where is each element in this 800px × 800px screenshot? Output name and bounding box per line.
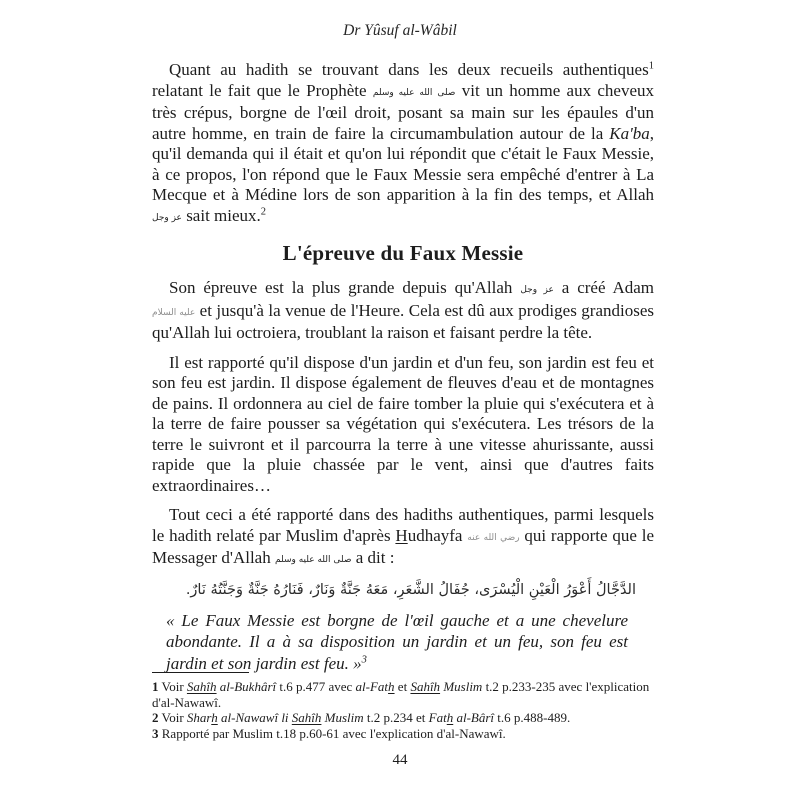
text-segment: H [395, 525, 408, 545]
hadith-arabic [152, 580, 636, 601]
text-segment: 3 [361, 653, 367, 665]
paragraph-jardin-feu [152, 353, 654, 497]
text-segment: Quant au hadith se trouvant dans les deux recueils authentiques [169, 60, 649, 79]
text-segment: t.6 p.477 avec [276, 679, 356, 694]
text-segment: Tout ceci a été rapporté dans des hadiths authentiques, parmi lesquels le hadith relaté par Muslim d'après [152, 505, 654, 545]
text-segment: 3 [152, 725, 159, 741]
text-segment: Sahîh [291, 710, 322, 725]
text-segment: udhayfa [407, 525, 468, 545]
text-segment: t.2 p.234 et [363, 710, 429, 725]
honorific-alayhi-salam-icon: عليه السلام [152, 307, 196, 318]
page-content [152, 60, 654, 674]
hadith-arabic-text: الدَّجَّالُ أَعْوَرُ الْعَيْنِ الْيُسْرَى، جُفَالُ الشَّعَرِ، مَعَهُ جَنَّةٌ وَنَارٌ، فَنَارُهُ جَنَّةٌ وَجَنَّتُهُ نَارٌ. [185, 581, 636, 598]
paragraph-epreuve-grande [152, 278, 654, 344]
section-heading: L'épreuve du Faux Messie [282, 241, 524, 265]
text-segment: a créé Adam [553, 278, 654, 297]
text-segment: 1 [648, 60, 654, 72]
text-segment: Shar [186, 710, 212, 725]
text-segment: a dit : [351, 548, 395, 567]
text-segment: sait mieux. [181, 205, 261, 225]
text-segment: qui rapporte que le Messager d'Allah [152, 525, 654, 567]
footnote-3 [152, 726, 654, 742]
text-segment: Sahîh [186, 679, 217, 694]
page-number: 44 [392, 752, 408, 768]
honorific-azza-wa-jall-icon: عز وجل [152, 212, 182, 223]
text-segment: t.2 p.233-235 avec l'explication d'al-Nawawî. [152, 679, 650, 710]
text-segment: al-Bukhârî [216, 679, 277, 694]
footnote-1 [152, 679, 654, 710]
honorific-saw-icon: صلى الله عليه وسلم [372, 87, 456, 98]
text-segment: Il est rapporté qu'il dispose d'un jardin et d'un feu, son jardin est feu et son feu est jardin. Il dispose également de fleuves d'eau et de montagnes de pains. Il ordonnera au ciel de faire tomber la pluie qui s'exécutera et à la terre de faire pousser sa végétation qui s'exécutera. Les trésors de la terre le suivront et il parcourra la terre à une vitesse ahurissante, aussi rapide que la pluie chassée par le vent, ainsi que d'autres faits extraordinaires… [152, 352, 654, 495]
text-segment: et jusqu'à la venue de l'Heure. Cela est dû aux prodiges grandioses qu'Allah lui octroiera, troublant la raison et faisant perdre la tête. [152, 300, 654, 342]
text-segment: Son épreuve est la plus grande depuis qu'Allah [169, 278, 521, 297]
text-segment: 2 [260, 205, 267, 217]
text-segment: al-Nawawî li [217, 710, 292, 725]
text-segment: 2 [152, 710, 159, 725]
footnotes [152, 672, 654, 741]
footnote-separator [152, 672, 249, 673]
text-segment: h [446, 710, 454, 725]
text-segment: vit un homme aux cheveux très crépus, borgne de l'œil droit, posant sa main sur les épaules d'un autre homme, en train de faire la circumambulation autour de la [152, 80, 654, 143]
text-segment: al-Bârî [453, 710, 495, 725]
paragraph-hadiths-authentiques [152, 505, 654, 571]
text-segment: t.6 p.488-489. [494, 710, 571, 725]
text-segment: Voir [158, 710, 187, 725]
text-segment: , qu'il demanda qui il était et qu'on lui répondit que c'était le Faux Messie, à ce propos, l'on répond que le Faux Messie sera empêché d'entrer à La Mecque et à Médine lors de son apparition à la fin des temps, et Allah [152, 123, 654, 204]
text-segment: « Le Faux Messie est borgne de l'œil gauche et a une chevelure abondante. Il a à sa disposition un jardin et un feu, son feu est jardin et son jardin est feu. » [166, 610, 628, 673]
text-segment: Muslim [440, 679, 483, 694]
text-segment: Muslim [321, 710, 364, 725]
running-header: Dr Yûsuf al-Wâbil [343, 22, 457, 39]
text-segment: relatant le fait que le Prophète [152, 80, 373, 100]
paragraph-intro-hadith [152, 60, 654, 228]
text-segment: al-Fat [355, 679, 389, 694]
text-segment: et [394, 679, 411, 694]
text-segment: Voir [158, 679, 187, 694]
text-segment: Ka'ba [609, 123, 650, 143]
text-segment: h [388, 679, 395, 694]
honorific-azza-wa-jall-icon: عز وجل [520, 285, 554, 295]
honorific-radi-allahu-anhu-icon: رضي الله عنه [467, 532, 520, 543]
text-segment: h [211, 710, 218, 725]
text-segment: 1 [152, 679, 159, 694]
footnote-list [152, 679, 654, 741]
text-segment: Fat [428, 710, 447, 725]
text-segment: Sahîh [410, 679, 441, 694]
hadith-translation-quote [166, 610, 628, 675]
honorific-saw-icon: صلى الله عليه وسلم [274, 555, 352, 565]
text-segment: Rapporté par Muslim t.18 p.60-61 avec l'explication d'al-Nawawî. [158, 725, 506, 741]
footnote-2 [152, 710, 654, 726]
